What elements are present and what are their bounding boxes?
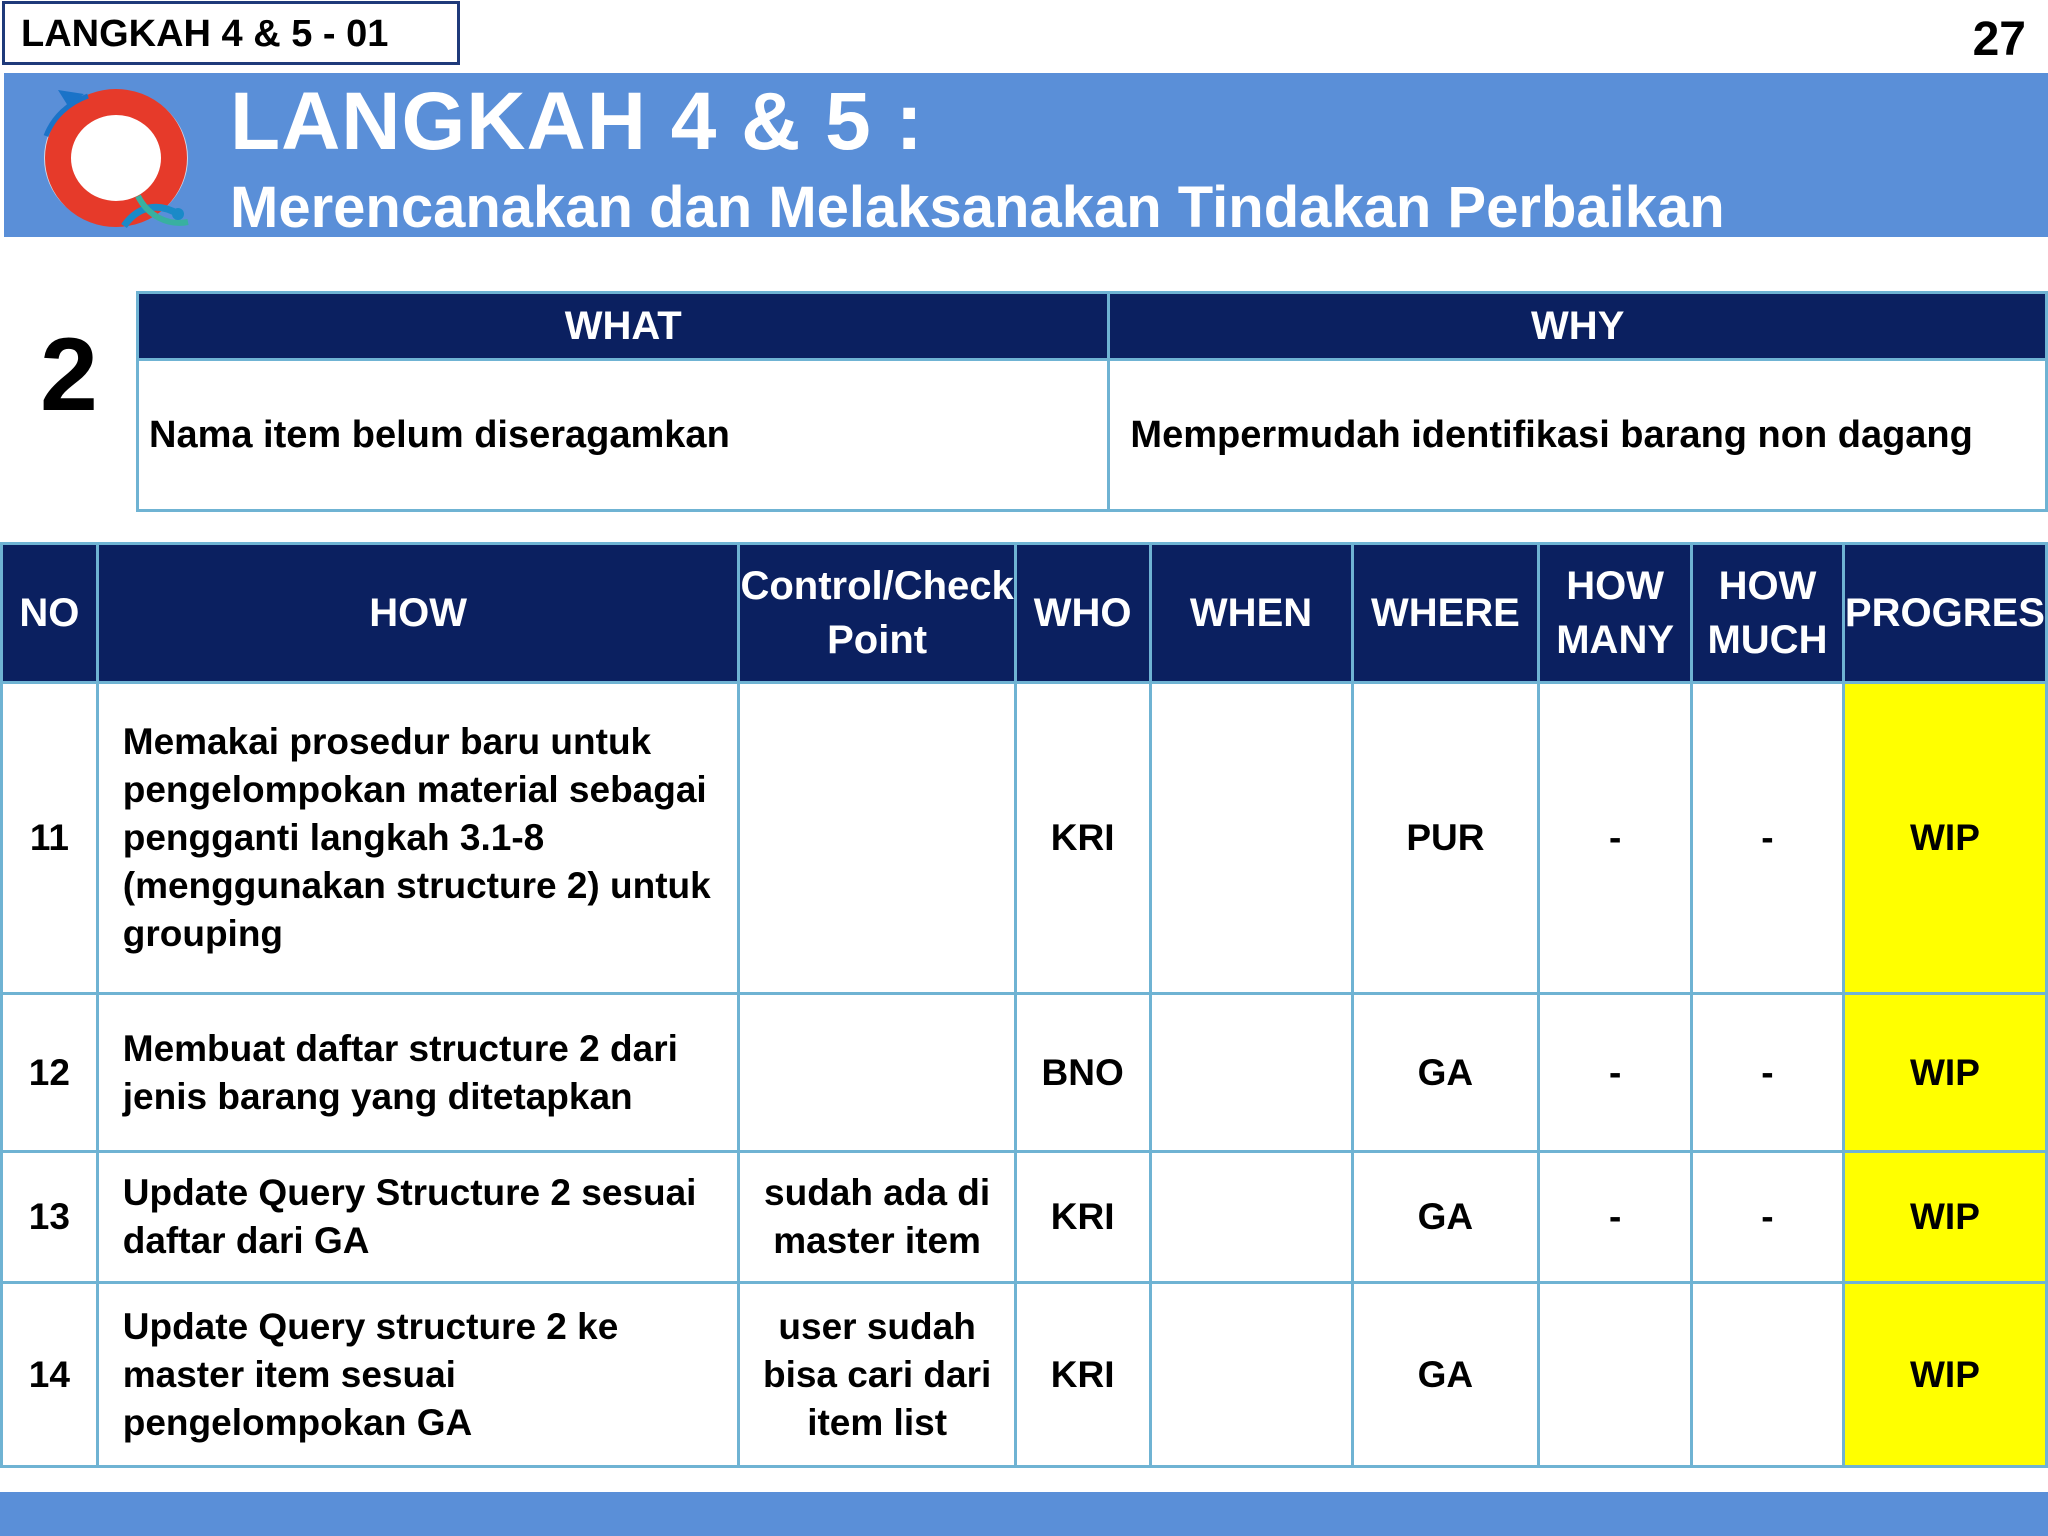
what-header: WHAT [138,293,1109,360]
col-header-control [739,544,1015,683]
cell-control [739,994,1015,1152]
col-header-control-line1: Control/Check [740,564,1014,608]
cell-where: GA [1352,1152,1539,1283]
page-title: LANGKAH 4 & 5 : [230,76,924,167]
col-header-who: WHO [1015,544,1150,683]
page-subtitle: Merencanakan dan Melaksanakan Tindakan Perbaikan [230,175,1725,240]
step-number: 2 [40,317,98,433]
action-plan-table [0,542,2048,1468]
footer-band [0,1492,2048,1536]
cell-who: KRI [1015,1283,1150,1467]
cell-where: GA [1352,1283,1539,1467]
cell-progress: WIP [1843,1152,2046,1283]
cell-who: KRI [1015,683,1150,994]
col-header-how-much [1692,544,1844,683]
slide-label: LANGKAH 4 & 5 - 01 [2,1,460,65]
cell-progress: WIP [1843,1283,2046,1467]
cell-no: 11 [2,683,98,994]
why-value: Mempermudah identifikasi barang non dagang [1109,360,2047,511]
table-row [2,994,2047,1152]
cell-how-much: - [1692,683,1844,994]
cell-who: BNO [1015,994,1150,1152]
cell-how-many: - [1539,994,1692,1152]
cell-when [1150,1283,1352,1467]
cell-how-much [1692,1283,1844,1467]
table-row [2,1283,2047,1467]
col-header-how-many [1539,544,1692,683]
cell-how-many [1539,1283,1692,1467]
col-header-when: WHEN [1150,544,1352,683]
col-header-how: HOW [97,544,739,683]
cell-where: PUR [1352,683,1539,994]
cell-how: Memakai prosedur baru untuk pengelompokan material sebagai pengganti langkah 3.1-8 (menggunakan structure 2) untuk grouping [97,683,739,994]
cell-control: user sudah bisa cari dari item list [739,1283,1015,1467]
cell-where: GA [1352,994,1539,1152]
col-header-progress: PROGRES [1843,544,2046,683]
what-value: Nama item belum diseragamkan [138,360,1109,511]
cell-control: sudah ada di master item [739,1152,1015,1283]
cell-no: 14 [2,1283,98,1467]
cell-when [1150,1152,1352,1283]
col-header-how-much-line2: MUCH [1707,618,1828,662]
cell-no: 13 [2,1152,98,1283]
col-header-control-line2: Point [827,618,928,662]
table-row [2,1152,2047,1283]
cell-how-many: - [1539,683,1692,994]
qcc-cycle-logo-icon [28,76,208,236]
cell-how-much: - [1692,1152,1844,1283]
cell-how: Update Query Structure 2 sesuai daftar dari GA [97,1152,739,1283]
cell-control [739,683,1015,994]
cell-how: Membuat daftar structure 2 dari jenis barang yang ditetapkan [97,994,739,1152]
cell-progress: WIP [1843,683,2046,994]
cell-when [1150,994,1352,1152]
cell-how-much: - [1692,994,1844,1152]
cell-when [1150,683,1352,994]
cell-who: KRI [1015,1152,1150,1283]
col-header-how-many-line2: MANY [1556,618,1675,662]
cell-no: 12 [2,994,98,1152]
cell-how-many: - [1539,1152,1692,1283]
col-header-how-much-line1: HOW [1718,564,1817,608]
col-header-how-many-line1: HOW [1566,564,1664,608]
col-header-no: NO [2,544,98,683]
table-row [2,683,2047,994]
cell-progress: WIP [1843,994,2046,1152]
cell-how: Update Query structure 2 ke master item sesuai pengelompokan GA [97,1283,739,1467]
col-header-where: WHERE [1352,544,1539,683]
what-why-table [136,291,2048,512]
page-number: 27 [1972,13,2026,66]
why-header: WHY [1109,293,2047,360]
